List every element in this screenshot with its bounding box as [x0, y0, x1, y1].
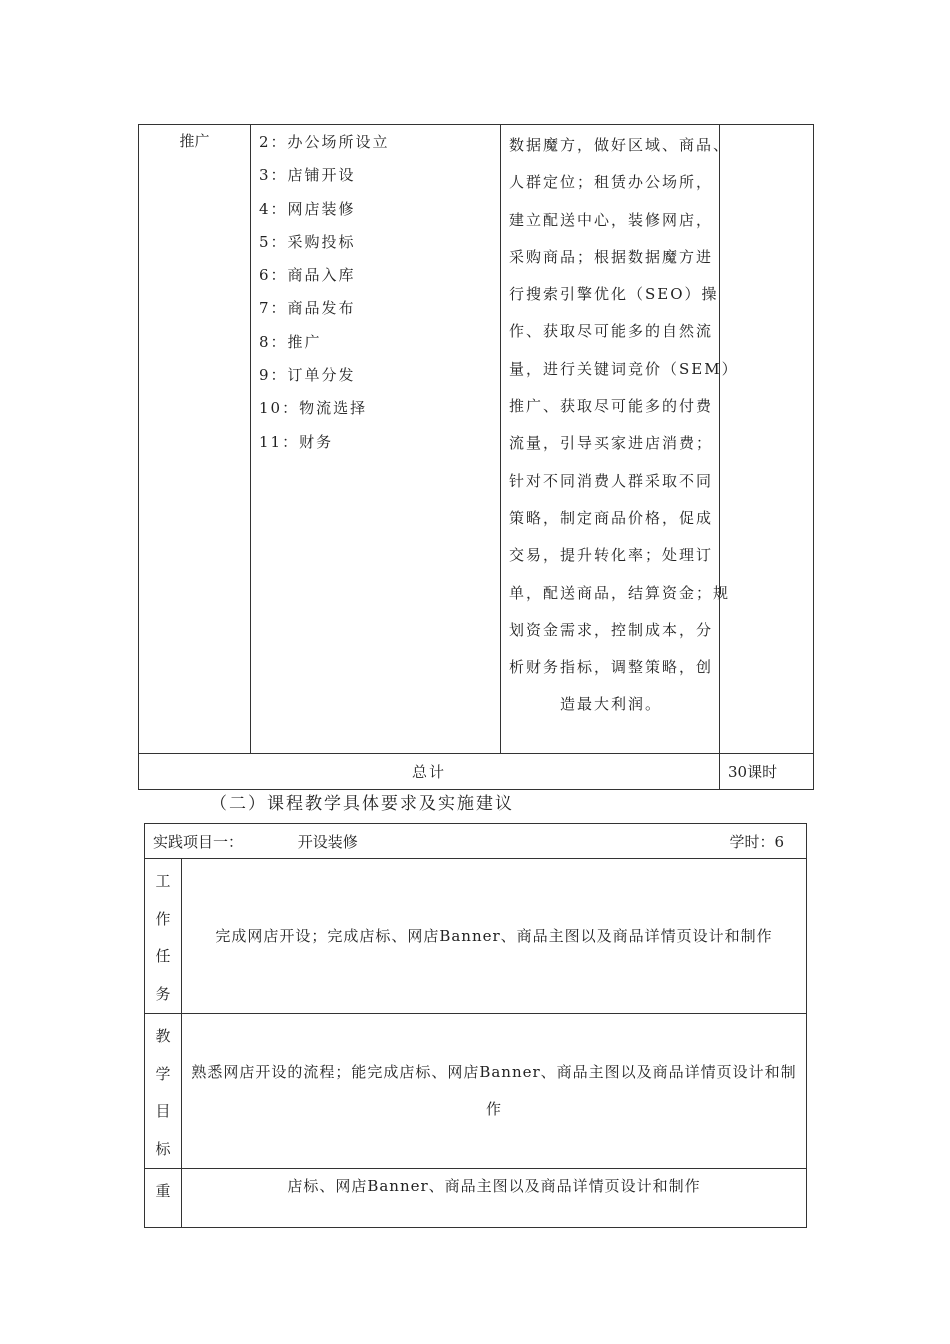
description-line: 量，进行关键词竞价（SEM） [509, 359, 739, 378]
description-line: 造最大利润。 [559, 695, 662, 714]
steps-cell [251, 125, 501, 754]
description-line: 析财务指标，调整策略，创 [509, 658, 714, 677]
description-line: 推广、获取尽可能多的付费 [509, 397, 714, 416]
description-line: 流量，引导买家进店消费； [509, 434, 714, 453]
project-label: 实践项目一： [153, 832, 244, 851]
key-point-content: 店标、网店Banner、商品主图以及商品详情页设计和制作 [182, 1169, 807, 1228]
label-char: 重 [155, 1182, 171, 1200]
label-char: 学 [155, 1064, 171, 1083]
label-char: 教 [155, 1027, 171, 1045]
key-point-row [145, 1169, 807, 1228]
description-line: 交易，提升转化率；处理订 [509, 546, 714, 565]
label-char: 工 [155, 872, 171, 890]
total-row [139, 754, 814, 790]
step-item: 2：办公场所设立 [259, 133, 390, 151]
description-line: 单，配送商品，结算资金；规 [509, 583, 731, 602]
description-line: 划资金需求，控制成本，分 [509, 620, 714, 639]
step-item: 7：商品发布 [259, 299, 356, 318]
description-line: 采购商品；根据数据魔方进 [509, 247, 714, 266]
teaching-goal-label [145, 1014, 182, 1169]
description-line: 数据魔方，做好区域、商品、 [509, 136, 731, 154]
label-char: 任 [155, 947, 171, 965]
label-char: 标 [155, 1139, 171, 1158]
teaching-goal-row [145, 1014, 807, 1169]
total-hours: 30课时 [720, 754, 814, 790]
step-item: 3：店铺开设 [259, 166, 356, 185]
step-item: 5：采购投标 [259, 232, 356, 251]
step-item: 11：财务 [259, 432, 334, 451]
total-label: 总计 [139, 754, 720, 790]
row-label: 推广 [139, 125, 251, 754]
teaching-goal-content: 熟悉网店开设的流程；能完成店标、网店Banner、商品主图以及商品详情页设计和制作 [182, 1014, 807, 1169]
description-line: 针对不同消费人群采取不同 [509, 471, 714, 490]
project-hours: 学时：6 [729, 832, 785, 851]
description-cell [501, 125, 739, 754]
work-task-row [145, 859, 807, 1014]
description-line: 行搜索引擎优化（SEO）操 [509, 285, 719, 304]
step-item: 8：推广 [259, 332, 322, 351]
project-header-row [145, 824, 807, 859]
empty-cell [720, 125, 814, 754]
project-table [144, 823, 807, 1228]
label-char: 务 [155, 984, 171, 1003]
key-point-label [145, 1169, 182, 1228]
description-line: 人群定位；租赁办公场所， [509, 173, 714, 192]
description-line: 作、获取尽可能多的自然流 [509, 322, 714, 341]
description-line: 策略，制定商品价格，促成 [509, 508, 714, 527]
work-task-content: 完成网店开设；完成店标、网店Banner、商品主图以及商品详情页设计和制作 [182, 859, 807, 1014]
label-char: 作 [155, 909, 171, 928]
step-item: 10：物流选择 [259, 399, 368, 418]
project-name: 开设装修 [297, 832, 358, 851]
step-item: 4：网店装修 [259, 199, 356, 218]
label-char: 目 [155, 1102, 171, 1120]
course-schedule-table [138, 124, 814, 790]
work-task-label [145, 859, 182, 1014]
section-heading: （二）课程教学具体要求及实施建议 [210, 794, 514, 814]
step-item: 9：订单分发 [259, 366, 356, 385]
description-line: 建立配送中心，装修网店， [509, 210, 714, 229]
step-item: 6：商品入库 [259, 266, 356, 285]
promotion-row [139, 125, 814, 754]
